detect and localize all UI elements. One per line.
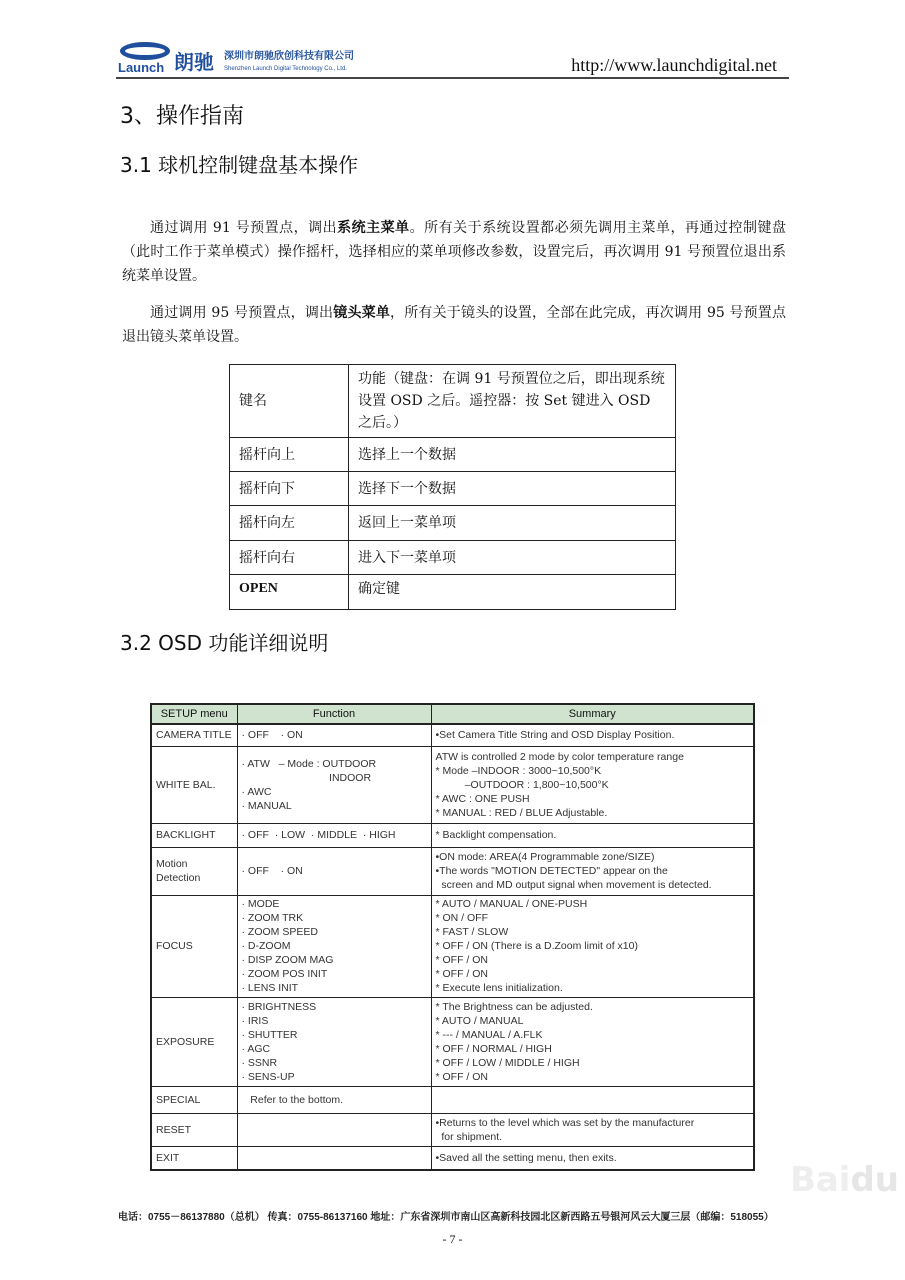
- cell-line: * Execute lens initialization.: [435, 982, 563, 994]
- text: 通过调用 91 号预置点，调出: [150, 220, 338, 236]
- cell-line: •Set Camera Title String and OSD Display Position.: [435, 729, 675, 742]
- cell-key: OPEN: [230, 575, 349, 610]
- cell-menu: [151, 746, 237, 823]
- cell-line: · OFF · LOW · MIDDLE · HIGH: [241, 829, 396, 841]
- page-number: - 7 -: [442, 1232, 463, 1246]
- cell-line: ATW is controlled 2 mode by color temperature range: [435, 750, 684, 763]
- baidu-watermark: Baidu: [789, 1160, 899, 1200]
- cell-line: RESET: [156, 1123, 192, 1136]
- table-row: [151, 997, 754, 1086]
- header-url: http://www.launchdigital.net: [571, 55, 777, 75]
- bold-term: 系统主菜单: [337, 220, 410, 236]
- text: 通过调用 95 号预置点，调出: [150, 305, 334, 321]
- paragraph-lens-menu: [122, 301, 786, 349]
- cell-line: · ZOOM TRK: [241, 912, 304, 924]
- cell-sum: [431, 746, 754, 823]
- logo-text-cn: 朗驰: [174, 50, 214, 74]
- osd-setup-table: [150, 703, 755, 1171]
- cell-line: SPECIAL: [156, 1093, 201, 1106]
- cell-line: •Saved all the setting menu, then exits.: [435, 1151, 617, 1164]
- table-row: [151, 847, 754, 895]
- table-row: [230, 506, 676, 541]
- cell-sum: [431, 1146, 754, 1170]
- cell-function: 确定键: [349, 575, 676, 610]
- bold-term: 镜头菜单: [333, 305, 391, 321]
- cell-line: * AUTO / MANUAL / ONE-PUSH: [435, 898, 588, 910]
- cell-sum: [431, 823, 754, 847]
- cell-sum: [431, 1086, 754, 1113]
- cell-line: * OFF / ON: [435, 954, 488, 966]
- cell-line: * FAST / SLOW: [435, 926, 509, 938]
- cell-function: 进入下一菜单项: [349, 541, 676, 575]
- cell-line: · SENS-UP: [241, 1070, 295, 1083]
- table-row: [230, 541, 676, 575]
- cell-line: * OFF / ON (There is a D.Zoom limit of x10): [435, 940, 638, 952]
- cell-menu: [151, 847, 237, 895]
- cell-line: * AUTO / MANUAL: [435, 1014, 524, 1027]
- cell-line: · AGC: [241, 1042, 271, 1055]
- cell-func: [237, 1113, 431, 1146]
- cell-menu: [151, 823, 237, 847]
- table-row: [230, 365, 676, 438]
- cell-sum: [431, 1113, 754, 1146]
- cell-line: * --- / MANUAL / A.FLK: [435, 1028, 543, 1041]
- cell-func: [237, 997, 431, 1086]
- paragraph-main-menu: [122, 216, 786, 288]
- table-row: [151, 746, 754, 823]
- table-row: [151, 1146, 754, 1170]
- cell-function: 功能（键盘：在调 91 号预置位之后，即出现系统设置 OSD 之后。遥控器：按 Set 键进入 OSD 之后。）: [349, 365, 676, 438]
- cell-func: [237, 1146, 431, 1170]
- cell-line: screen and MD output signal when movement is detected.: [435, 879, 712, 891]
- cell-function: 选择上一个数据: [349, 438, 676, 472]
- cell-func: [237, 746, 431, 823]
- cell-line: EXIT: [156, 1151, 180, 1164]
- cell-line: · BRIGHTNESS: [241, 1000, 317, 1013]
- cell-line: · DISP ZOOM MAG: [241, 954, 334, 966]
- cell-line: •ON mode: AREA(4 Programmable zone/SIZE): [435, 851, 655, 863]
- key-function-table: [229, 364, 676, 610]
- header-summary: Summary: [431, 704, 754, 724]
- cell-line: · OFF · ON: [241, 865, 303, 877]
- header-setup-menu: SETUP menu: [151, 704, 237, 724]
- cell-line: Refer to the bottom.: [241, 1093, 344, 1106]
- cell-line: · ATW – Mode : OUTDOOR: [241, 757, 377, 770]
- cell-line: · IRIS: [241, 1014, 269, 1027]
- cell-line: Detection: [156, 872, 201, 884]
- cell-line: •Returns to the level which was set by the manufacturer: [435, 1116, 695, 1129]
- cell-key: 键名: [230, 365, 349, 438]
- cell-line: * The Brightness can be adjusted.: [435, 1000, 593, 1013]
- cell-function: 选择下一个数据: [349, 472, 676, 506]
- cell-menu: [151, 1113, 237, 1146]
- table-row: [151, 895, 754, 997]
- cell-line: WHITE BAL.: [156, 778, 216, 791]
- company-name-en: Shenzhen Launch Digital Technology Co., Ltd.: [224, 66, 347, 72]
- cell-line: · ZOOM SPEED: [241, 926, 318, 938]
- cell-function: 返回上一菜单项: [349, 506, 676, 541]
- text: 。所有关于系统设置都必须先调用主菜单，再通过控制键盘（此时工作于菜单模式）操作摇杆，选择相应的菜单项修改参数，设置完后，再次调用 91 号预置位退出系统菜单设置。: [122, 220, 787, 284]
- table-row: [151, 823, 754, 847]
- cell-sum: [431, 997, 754, 1086]
- cell-func: [237, 895, 431, 997]
- logo-swoosh-icon: [120, 42, 170, 60]
- cell-key: 摇杆向右: [230, 541, 349, 575]
- cell-key: 摇杆向下: [230, 472, 349, 506]
- cell-line: * OFF / ON: [435, 1070, 488, 1083]
- cell-line: * OFF / ON: [435, 968, 488, 980]
- cell-key: 摇杆向左: [230, 506, 349, 541]
- header-rule: [116, 77, 789, 79]
- company-name-cn: 深圳市朗驰欣创科技有限公司: [224, 51, 354, 62]
- table-row: [230, 575, 676, 610]
- cell-menu: [151, 997, 237, 1086]
- cell-sum: [431, 847, 754, 895]
- cell-menu: [151, 1146, 237, 1170]
- footer-contact: 电话：0755－86137880（总机） 传真：0755-86137160 地址：广东省深圳市南山区高新科技园北区新西路五号银河风云大厦三层（邮编：518055）: [118, 1212, 774, 1223]
- cell-line: •The words "MOTION DETECTED" appear on the: [435, 865, 668, 877]
- cell-line: * OFF / LOW / MIDDLE / HIGH: [435, 1056, 580, 1069]
- cell-line: · OFF · ON: [241, 729, 303, 742]
- cell-line: INDOOR: [241, 771, 372, 784]
- cell-line: · ZOOM POS INIT: [241, 968, 328, 980]
- cell-sum: [431, 895, 754, 997]
- cell-line: · AWC: [241, 785, 272, 798]
- cell-line: · MANUAL: [241, 799, 292, 812]
- cell-func: [237, 1086, 431, 1113]
- cell-sum: [431, 724, 754, 746]
- cell-line: * OFF / NORMAL / HIGH: [435, 1042, 552, 1055]
- cell-line: * Backlight compensation.: [435, 829, 557, 841]
- cell-line: * MANUAL : RED / BLUE Adjustable.: [435, 806, 608, 819]
- company-logo: [116, 42, 366, 76]
- subsection-heading-3-1: 3.1 球机控制键盘基本操作: [120, 153, 359, 177]
- table-header-row: [151, 704, 754, 724]
- cell-line: * AWC : ONE PUSH: [435, 792, 530, 805]
- cell-menu: [151, 895, 237, 997]
- subsection-heading-3-2: 3.2 OSD 功能详细说明: [120, 631, 329, 655]
- cell-line: · SHUTTER: [241, 1028, 298, 1041]
- cell-line: EXPOSURE: [156, 1035, 215, 1048]
- table-row: [151, 1113, 754, 1146]
- cell-line: BACKLIGHT: [156, 829, 216, 841]
- cell-line: FOCUS: [156, 940, 193, 952]
- cell-line: · D-ZOOM: [241, 940, 291, 952]
- cell-menu: [151, 1086, 237, 1113]
- cell-line: Motion: [156, 858, 188, 870]
- text: ，所有关于镜头的设置，全部在此完成，再次调用 95 号预置点退出镜头菜单设置。: [122, 305, 786, 345]
- cell-key: 摇杆向上: [230, 438, 349, 472]
- cell-line: · SSNR: [241, 1056, 278, 1069]
- table-row: [151, 1086, 754, 1113]
- cell-line: –OUTDOOR : 1,800~10,500°K: [435, 778, 609, 791]
- table-row: [230, 472, 676, 506]
- cell-line: * ON / OFF: [435, 912, 488, 924]
- table-row: [230, 438, 676, 472]
- cell-line: * Mode –INDOOR : 3000~10,500°K: [435, 764, 602, 777]
- cell-menu: [151, 724, 237, 746]
- table-row: [151, 724, 754, 746]
- section-heading: 3、操作指南: [120, 104, 244, 129]
- cell-func: [237, 724, 431, 746]
- header-function: Function: [237, 704, 431, 724]
- cell-line: for shipment.: [435, 1130, 503, 1143]
- cell-func: [237, 823, 431, 847]
- cell-line: · LENS INIT: [241, 982, 299, 994]
- cell-line: CAMERA TITLE: [156, 729, 232, 742]
- cell-line: · MODE: [241, 898, 280, 910]
- cell-func: [237, 847, 431, 895]
- logo-text-en: Launch: [118, 60, 165, 75]
